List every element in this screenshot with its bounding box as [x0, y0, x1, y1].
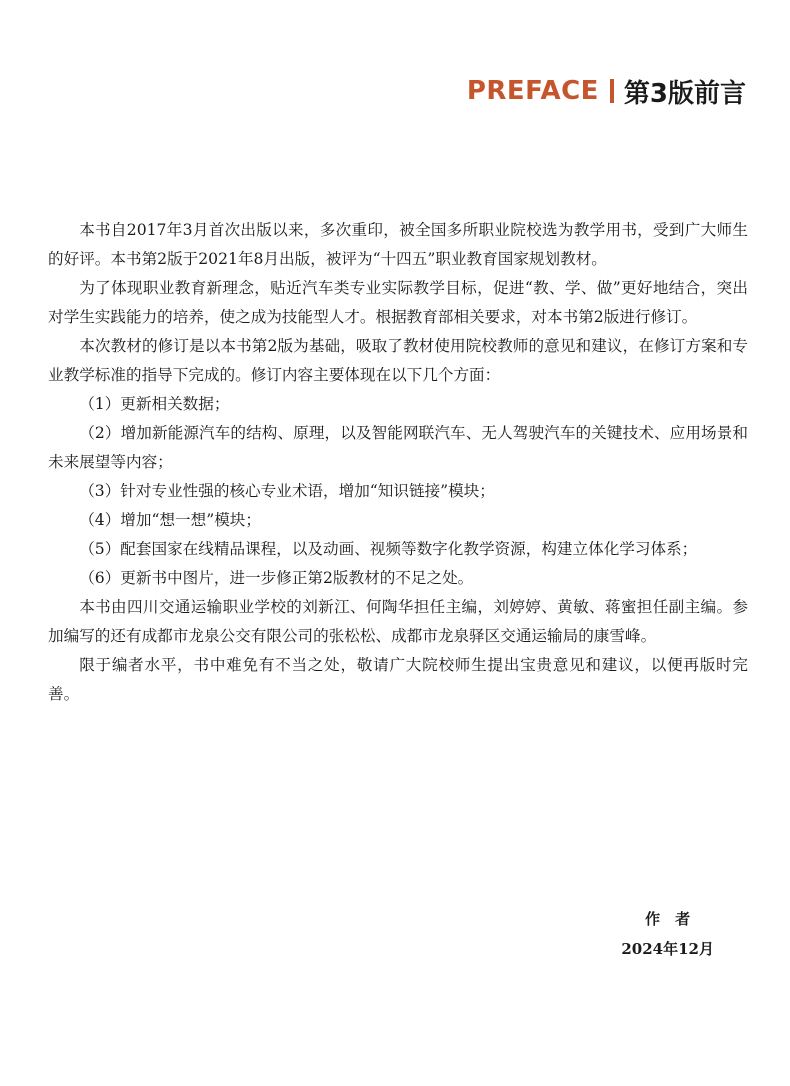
- date-label: 2024年12月: [621, 940, 714, 958]
- paragraph: 本书由四川交通运输职业学校的刘新江、何陶华担任主编，刘婷婷、黄敏、蒋蜜担任副主编。参加编写的还有成都市龙泉公交有限公司的张松松、成都市龙泉驿区交通运输局的康雪峰。: [48, 598, 748, 645]
- page-header: [467, 74, 746, 108]
- list-item: （4）增加“想一想”模块；: [79, 511, 261, 529]
- paragraph: 本次教材的修订是以本书第2版为基础，吸取了教材使用院校教师的意见和建议，在修订方案和专业教学标准的指导下完成的。修订内容主要体现在以下几个方面：: [48, 337, 748, 384]
- header-divider: [610, 79, 614, 103]
- author-label: 作 者: [645, 910, 691, 928]
- paragraph: 本书自2017年3月首次出版以来，多次重印，被全国多所职业院校选为教学用书，受到广大师生的好评。本书第2版于2021年8月出版，被评为“十四五”职业教育国家规划教材。: [48, 221, 748, 268]
- header-chinese-title: 第3版前言: [623, 78, 746, 109]
- list-item: （3）针对专业性强的核心专业术语，增加“知识链接”模块；: [79, 482, 495, 500]
- paragraph: 限于编者水平，书中难免有不当之处，敬请广大院校师生提出宝贵意见和建议，以便再版时完善。: [48, 656, 748, 703]
- list-item: （2）增加新能源汽车的结构、原理，以及智能网联汽车、无人驾驶汽车的关键技术、应用场景和未来展望等内容；: [48, 424, 748, 471]
- signature-block: [621, 904, 714, 964]
- header-english-title: PREFACE: [466, 76, 599, 106]
- paragraph: 为了体现职业教育新理念，贴近汽车类专业实际教学目标，促进“教、学、做”更好地结合，突出对学生实践能力的培养，使之成为技能型人才。根据教育部相关要求，对本书第2版进行修订。: [48, 279, 748, 326]
- list-item: （1）更新相关数据；: [79, 395, 230, 413]
- list-item: （5）配套国家在线精品课程，以及动画、视频等数字化教学资源，构建立体化学习体系；: [79, 540, 698, 558]
- preface-body: [48, 216, 748, 709]
- list-item: （6）更新书中图片，进一步修正第2版教材的不足之处。: [79, 569, 474, 587]
